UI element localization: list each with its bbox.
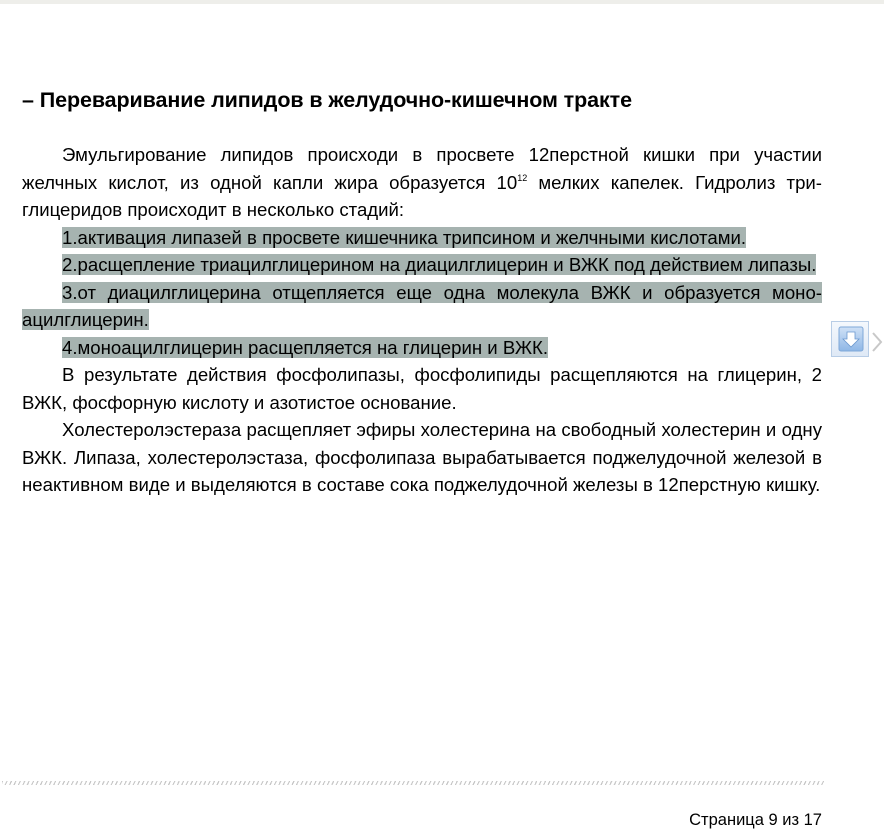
scroll-down-button[interactable] (831, 321, 869, 357)
intro-text-start: Эмульгирование липидов происходи в просвете 12перстной кишки при участии желчных кислот, из одной капли жира образуется 10 (22, 144, 822, 193)
footer-divider (2, 781, 824, 785)
download-arrow-icon (838, 326, 864, 352)
step-1 (22, 224, 822, 252)
highlighted-text: 3.от диацилглицерина отщепляется еще одна молекула ВЖК и образуется моноацилглицерин. (22, 281, 822, 330)
highlighted-text: 4.моноацилглицерин расщепляется на глицерин и ВЖК. (62, 336, 549, 358)
section-heading: – Переваривание липидов в желудочно-кишечном тракте (22, 88, 632, 112)
step-2 (22, 251, 822, 279)
exponent: 12 (517, 172, 528, 183)
body-text (22, 141, 822, 499)
highlighted-text: 2.расщепление триацилглицерином на диацилглицерин и ВЖК под действием липазы. (62, 254, 817, 275)
phospholipase-paragraph: В результате действия фосфолипазы, фосфолипиды расщепляются на глицерин, 2 ВЖК, фосфорную кислоту и азотистое основание. (22, 364, 822, 413)
highlighted-text: 1.активация липазей в просвете кишечника трипсином и желчными кислотами. (62, 226, 747, 248)
step-3 (22, 279, 822, 334)
chevron-right-icon[interactable] (870, 330, 884, 354)
step-4 (22, 334, 822, 362)
cholesterol-paragraph: Холестеролэстераза расщепляет эфиры холестерина на свободный холестерин и одну ВЖК. Липаза, холестеролэстаза, фосфолипаза вырабатывается поджелудочной железой в неактивном виде и выделяются в составе сока поджелудочной железы в 12перстную кишку. (22, 419, 822, 495)
intro-text-end: мелких капелек. Гидролиз триглицеридов происходит в несколько стадий: (22, 171, 822, 220)
intro-paragraph (22, 141, 822, 224)
page-number: Страница 9 из 17 (689, 811, 822, 829)
